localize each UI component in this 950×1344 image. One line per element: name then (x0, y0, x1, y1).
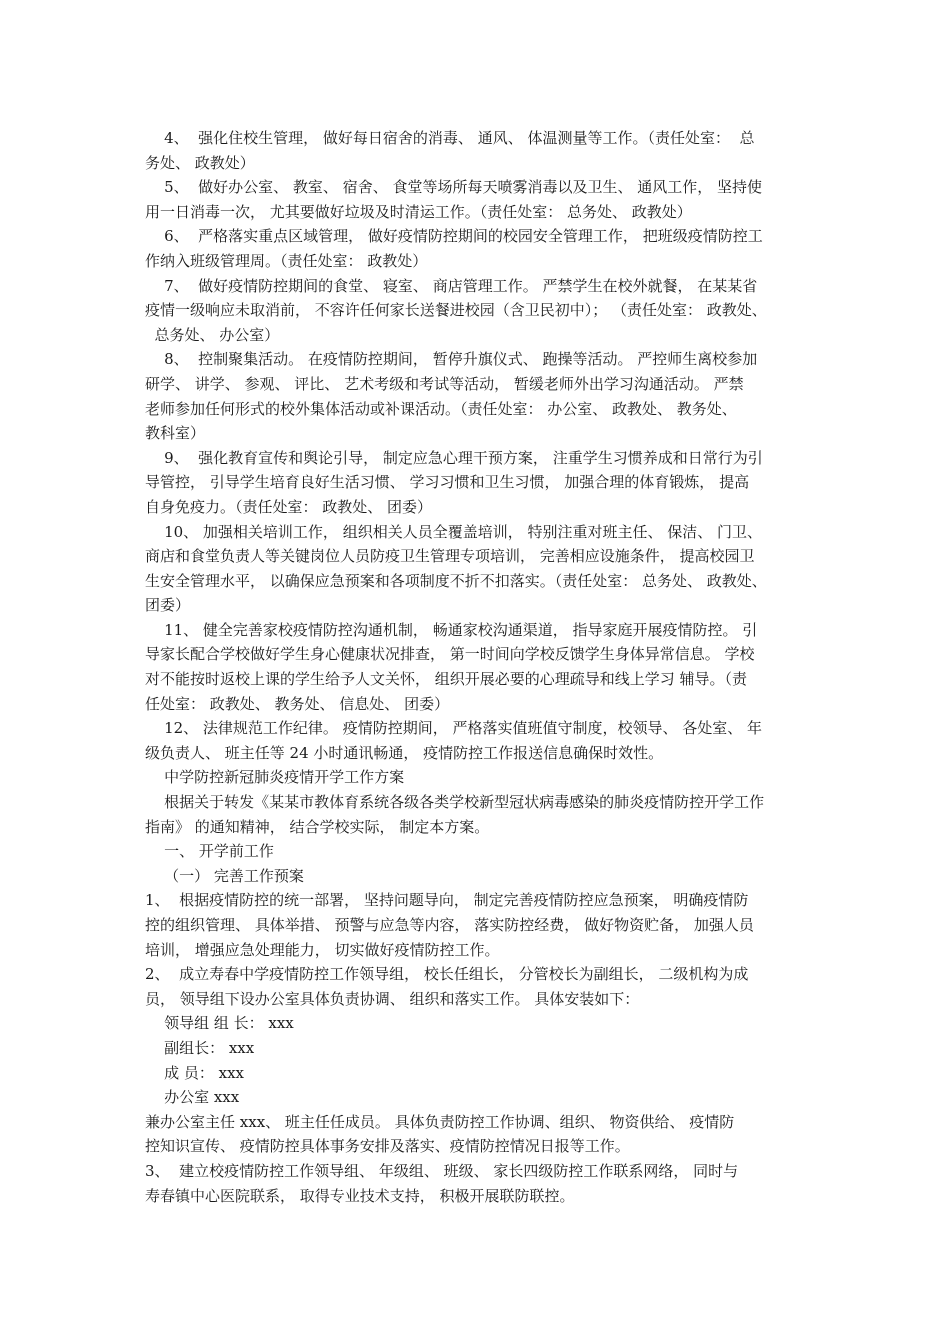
text-line: 6、 严格落实重点区域管理， 做好疫情防控期间的校园安全管理工作， 把班级疫情防控工 (145, 227, 763, 246)
text-line: 副组长： xxx (145, 1038, 255, 1057)
text-line: 办公室 xxx (145, 1088, 240, 1107)
text-line: 1、 根据疫情防控的统一部署， 坚持问题导向， 制定完善疫情防控应急预案， 明确疫情防 (145, 891, 749, 910)
text-line: 3、 建立校疫情防控工作领导组、 年级组、 班级、 家长四级防控工作联系网络， 同时与 (145, 1161, 739, 1180)
text-line: 老师参加任何形式的校外集体活动或补课活动。（责任处室： 办公室、 政教处、 教务处、 (145, 399, 737, 418)
text-line: 对不能按时返校上课的学生给予人文关怀， 组织开展必要的心理疏导和线上学习 辅导。（责 (145, 670, 748, 689)
document-body (145, 126, 820, 1208)
text-line: 培训， 增强应急处理能力， 切实做好疫情防控工作。 (145, 940, 500, 959)
text-line: 5、 做好办公室、 教室、 宿舍、 食堂等场所每天喷雾消毒以及卫生、 通风工作， 坚持使 (145, 178, 762, 197)
text-line: 7、 做好疫情防控期间的食堂、 寝室、 商店管理工作。 严禁学生在校外就餐， 在某某省 (145, 276, 758, 295)
text-line: 一、 开学前工作 (145, 842, 274, 861)
text-line: 商店和食堂负责人等关键岗位人员防疫卫生管理专项培训， 完善相应设施条件， 提高校园卫 (145, 547, 755, 566)
text-line: 指南》 的通知精神， 结合学校实际， 制定本方案。 (145, 817, 490, 836)
text-line: 疫情一级响应未取消前， 不容许任何家长送餐进校园（含卫民初中）； （责任处室： 政教处、 (145, 301, 767, 320)
text-line: 务处、 政教处） (145, 153, 255, 172)
text-line: 10、 加强相关培训工作， 组织相关人员全覆盖培训， 特别注重对班主任、 保洁、 门卫、 (145, 522, 763, 541)
text-line: 任处室： 政教处、 教务处、 信息处、 团委） (145, 694, 450, 713)
text-line: 团委） (145, 596, 191, 615)
text-line: 总务处、 办公室） (145, 325, 280, 344)
text-line: 控知识宣传、 疫情防控具体事务安排及落实、疫情防控情况日报等工作。 (145, 1137, 630, 1156)
text-line: 12、 法律规范工作纪律。 疫情防控期间， 严格落实值班值守制度，校领导、 各处室、 年 (145, 719, 763, 738)
text-line: 9、 强化教育宣传和舆论引导， 制定应急心理干预方案， 注重学生习惯养成和日常行为引 (145, 448, 763, 467)
text-line: 导管控， 引导学生培育良好生活习惯、 学习习惯和卫生习惯， 加强合理的体育锻炼， 提高 (145, 473, 750, 492)
text-line: 级负责人、 班主任等 24 小时通讯畅通， 疫情防控工作报送信息确保时效性。 (145, 743, 664, 762)
text-line: 中学防控新冠肺炎疫情开学工作方案 (145, 768, 405, 787)
text-line: 控的组织管理、 具体举措、 预警与应急等内容， 落实防控经费， 做好物资贮备， 加强人员 (145, 916, 754, 934)
text-line: 寿春镇中心医院联系， 取得专业技术支持， 积极开展联防联控。 (145, 1186, 575, 1205)
text-line: 兼办公室主任 xxx、 班主任任成员。 具体负责防控工作协调、组织、 物资供给、 疫情防 (145, 1112, 735, 1131)
text-line: （一） 完善工作预案 (145, 866, 304, 885)
text-line: 生安全管理水平， 以确保应急预案和各项制度不折不扣落实。（责任处室： 总务处、 政教处、 (145, 571, 767, 590)
text-line: 用一日消毒一次， 尤其要做好垃圾及时清运工作。（责任处室： 总务处、 政教处） (145, 202, 692, 221)
text-line: 作纳入班级管理周。（责任处室： 政教处） (145, 251, 428, 270)
text-line: 领导组 组 长： xxx (145, 1014, 294, 1033)
text-line: 成 员： xxx (145, 1063, 244, 1082)
text-line: 8、 控制聚集活动。 在疫情防控期间， 暂停升旗仪式、 跑操等活动。 严控师生离校参加 (145, 350, 758, 369)
text-line: 2、 成立寿春中学疫情防控工作领导组， 校长任组长， 分管校长为副组长， 二级机构为成 (145, 965, 749, 984)
text-line: 教科室） (145, 424, 206, 443)
text-line: 员， 领导组下设办公室具体负责协调、 组织和落实工作。 具体安装如下： (145, 989, 640, 1008)
text-line: 自身免疫力。（责任处室： 政教处、 团委） (145, 497, 433, 516)
text-line: 导家长配合学校做好学生身心健康状况排查， 第一时间向学校反馈学生身体异常信息。 学校 (145, 645, 755, 664)
text-line: 研学、 讲学、 参观、 评比、 艺术考级和考试等活动， 暂缓老师外出学习沟通活动。 严禁 (145, 374, 744, 393)
text-line: 11、 健全完善家校疫情防控沟通机制， 畅通家校沟通渠道， 指导家庭开展疫情防控。 引 (145, 620, 758, 639)
text-line: 根据关于转发《某某市教体育系统各级各类学校新型冠状病毒感染的肺炎疫情防控开学工作 (145, 793, 765, 812)
text-line: 4、 强化住校生管理， 做好每日宿舍的消毒、 通风、 体温测量等工作。（责任处室： 总 (145, 129, 755, 147)
